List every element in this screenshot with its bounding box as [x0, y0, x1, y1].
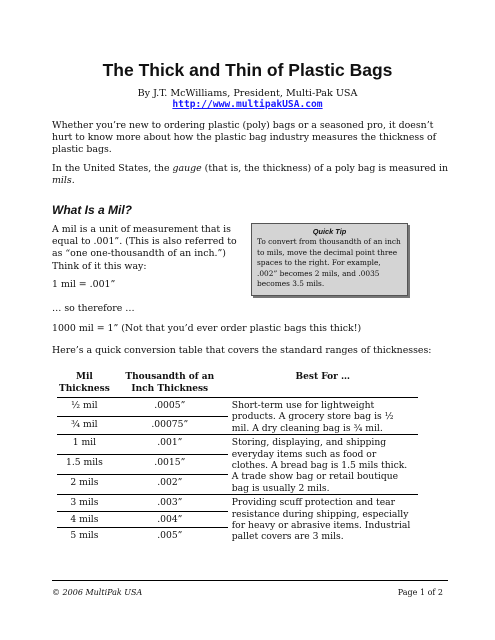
mil-cell: ½ mil	[71, 400, 98, 411]
inch-cell: .003”	[112, 495, 228, 511]
column-header-mil: Mil Thickness	[57, 372, 112, 398]
quick-tip-title: Quick Tip	[312, 227, 347, 236]
equation-two: 1000 mil = 1” (Not that you’d ever order plastic bags this thick!)	[52, 323, 362, 334]
mil-cell: 1 mil	[57, 435, 112, 455]
table-row	[57, 435, 418, 455]
best-for-cell: Providing scuff protection and tear resistance during shipping, especially for heavy or abrasive items. Industrial pallet covers are 3 mils.	[228, 495, 418, 544]
table-intro: Here’s a quick conversion table that covers the standard ranges of thicknesses:	[52, 345, 432, 356]
mil-definition: A mil is a unit of measurement that is equal to .001”. (This is also referred to as “one one-thousandth of an inch.”) Think of it this way:	[52, 224, 237, 272]
inch-cell: .0015”	[112, 455, 228, 475]
table-row	[57, 398, 418, 417]
inch-cell: .005”	[112, 528, 228, 544]
conversion-table	[57, 372, 418, 543]
equation-one: 1 mil = .001”	[52, 279, 116, 290]
mil-cell: 4 mils	[57, 511, 112, 527]
website-link[interactable]: http://www.multipakUSA.com	[172, 99, 323, 110]
inch-cell: .004”	[112, 511, 228, 527]
section-heading: What Is a Mil?	[52, 203, 133, 217]
inch-cell: .002”	[112, 475, 228, 495]
mil-cell: 2 mils	[57, 475, 112, 495]
mil-cell: ¾ mil	[57, 416, 112, 435]
column-header-inch: Thousandth of an Inch Thickness	[112, 372, 228, 398]
gauge-paragraph: In the United States, the gauge (that is, the thickness) of a poly bag is measured in mils.	[52, 163, 449, 187]
mil-cell: 1.5 mils	[57, 455, 112, 475]
best-for-cell: Storing, displaying, and shipping everyday items such as food or clothes. A bread bag is 1.5 mils thick. A trade show bag or retail boutique bag is usually 2 mils.	[228, 435, 418, 495]
inch-cell: .001”	[112, 435, 228, 455]
best-for-cell: Short-term use for lightweight products. A grocery store bag is ½ mil. A dry cleaning bag is ¾ mil.	[231, 400, 394, 434]
mil-cell: 3 mils	[57, 495, 112, 511]
mil-cell: 5 mils	[57, 528, 112, 544]
inch-cell: .0005”	[154, 400, 186, 411]
footer-divider	[52, 580, 448, 581]
footer-copyright: © 2006 MultiPak USA	[52, 588, 143, 597]
quick-tip-body: To convert from thousandth of an inch to mils, move the decimal point three spaces to the right. For example, .002” becomes 2 mils, and .0035 becomes 3.5 mils.	[257, 237, 401, 289]
inch-cell: .00075”	[112, 416, 228, 435]
table-row	[57, 495, 418, 511]
footer-page-number: Page 1 of 2	[397, 588, 443, 597]
page-title: The Thick and Thin of Plastic Bags	[102, 60, 393, 80]
byline: By J.T. McWilliams, President, Multi-Pak USA	[137, 88, 358, 99]
column-header-best-for: Best For …	[228, 372, 418, 398]
intro-paragraph: Whether you’re new to ordering plastic (poly) bags or a seasoned pro, it doesn’t hurt to know more about how the plastic bag industry measures the thickness of plastic bags.	[52, 120, 437, 156]
therefore-text: … so therefore …	[52, 303, 135, 314]
